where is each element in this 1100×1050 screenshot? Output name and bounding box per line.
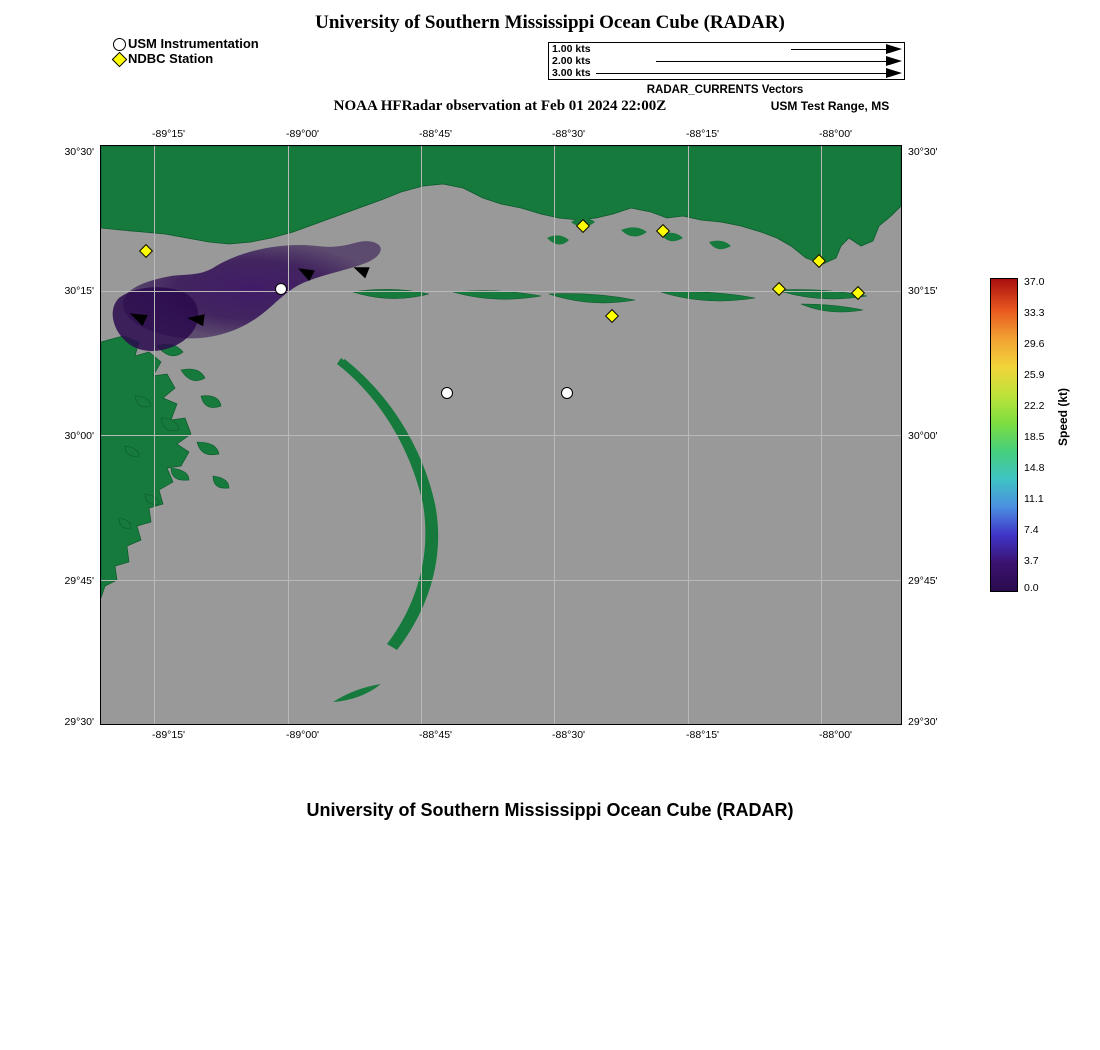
axis-tick-bottom: -89°00': [286, 729, 320, 741]
colorbar-tick: 7.4: [1024, 524, 1039, 536]
axis-tick-top: -89°15': [152, 128, 186, 140]
vector-scale-line: [596, 73, 886, 74]
vector-scale-row: [549, 55, 904, 67]
usm-instrumentation-marker[interactable]: [275, 283, 287, 295]
legend-label: USM Instrumentation: [128, 36, 259, 51]
axis-tick-left: 30°15': [64, 285, 94, 297]
legend-item-ndbc-station: [110, 51, 259, 66]
axis-tick-bottom: -89°15': [152, 729, 186, 741]
colorbar-tick: 25.9: [1024, 369, 1045, 381]
colorbar-tick: 37.0: [1024, 276, 1045, 288]
usm-instrumentation-marker[interactable]: [561, 387, 573, 399]
axis-tick-top: -88°30': [552, 128, 586, 140]
vector-arrow-icon: [886, 56, 902, 66]
axis-tick-right: 30°15': [908, 285, 938, 297]
colorbar-tick: 0.0: [1024, 582, 1039, 594]
colorbar-gradient: [990, 278, 1018, 592]
vector-scale-line: [656, 61, 886, 62]
axis-tick-left: 30°30': [64, 146, 94, 158]
usm-instrumentation-marker[interactable]: [441, 387, 453, 399]
map-canvas[interactable]: [100, 145, 902, 725]
axis-tick-left: 29°30': [64, 716, 94, 728]
gridline-latitude: [101, 435, 901, 436]
vector-scale-label: 2.00 kts: [552, 55, 591, 67]
colorbar-tick: 14.8: [1024, 462, 1045, 474]
axis-tick-bottom: -88°30': [552, 729, 586, 741]
vector-scale-row: [549, 67, 904, 79]
vector-scale-label: 1.00 kts: [552, 43, 591, 55]
colorbar-axis-label: Speed (kt): [1056, 388, 1070, 447]
colorbar-tick: 11.1: [1024, 493, 1044, 505]
vector-scale-label: 3.00 kts: [552, 67, 591, 79]
vector-key-caption: RADAR_CURRENTS Vectors: [646, 84, 804, 96]
map-legend: [110, 36, 259, 66]
axis-tick-top: -89°00': [286, 128, 320, 140]
axis-tick-left: 29°45': [64, 575, 94, 587]
colorbar-tick: 22.2: [1024, 400, 1045, 412]
legend-label: NDBC Station: [128, 51, 214, 66]
page-title: University of Southern Mississippi Ocean Cube (RADAR): [315, 12, 785, 33]
axis-tick-right: 29°30': [908, 716, 938, 728]
axis-tick-left: 30°00': [64, 430, 94, 442]
axis-tick-bottom: -88°45': [419, 729, 453, 741]
observation-title: NOAA HFRadar observation at Feb 01 2024 22:00Z: [333, 98, 667, 114]
axis-tick-right: 29°45': [908, 575, 938, 587]
bottom-title: University of Southern Mississippi Ocean Cube (RADAR): [306, 800, 794, 820]
axis-tick-right: 30°00': [908, 430, 938, 442]
vector-arrow-icon: [886, 44, 902, 54]
speed-colorbar: [990, 278, 1100, 608]
axis-tick-top: -88°00': [819, 128, 853, 140]
axis-tick-top: -88°15': [686, 128, 720, 140]
legend-item-usm-instrumentation: [110, 36, 259, 51]
colorbar-tick: 18.5: [1024, 431, 1045, 443]
axis-tick-bottom: -88°15': [686, 729, 720, 741]
diamond-marker-icon: [110, 51, 128, 66]
colorbar-tick: 3.7: [1024, 555, 1039, 567]
gridline-latitude: [101, 580, 901, 581]
vector-arrow-icon: [886, 68, 902, 78]
axis-tick-right: 30°30': [908, 146, 938, 158]
range-label: USM Test Range, MS: [770, 99, 890, 113]
axis-tick-top: -88°45': [419, 128, 453, 140]
circle-marker-icon: [110, 36, 128, 51]
vector-scale-line: [791, 49, 886, 50]
axis-tick-bottom: -88°00': [819, 729, 853, 741]
vector-scale-key: [548, 42, 905, 80]
current-vector-arrow: [186, 312, 205, 326]
colorbar-tick: 29.6: [1024, 338, 1045, 350]
colorbar-tick: 33.3: [1024, 307, 1045, 319]
vector-scale-row: [549, 43, 904, 55]
